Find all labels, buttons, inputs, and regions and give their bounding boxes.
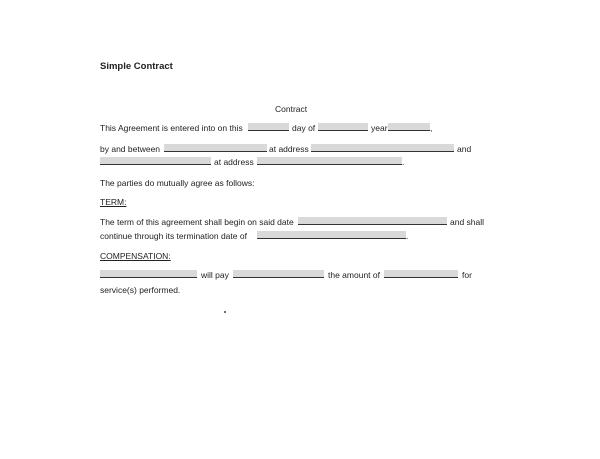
by-and-between-label: by and between <box>100 144 161 154</box>
month-field[interactable] <box>318 123 368 131</box>
line3-period: . <box>402 157 405 167</box>
party2-name-field[interactable] <box>100 157 211 165</box>
amount-field[interactable] <box>384 270 458 278</box>
day-number-field[interactable] <box>248 123 289 131</box>
at-address-label-1: at address <box>269 144 309 154</box>
for-text: for <box>462 270 472 280</box>
line1-comma: , <box>430 123 433 133</box>
term-period: . <box>406 231 409 241</box>
term-continue-text: continue through its termination date of <box>100 231 247 241</box>
party1-name-field[interactable] <box>164 144 267 152</box>
payee-field[interactable] <box>233 270 324 278</box>
day-of-label: day of <box>292 123 316 133</box>
term-begin-text: The term of this agreement shall begin on said date <box>100 217 294 227</box>
services-performed-text: service(s) performed. <box>100 285 181 295</box>
term-heading: TERM: <box>100 197 127 207</box>
year-label: year <box>371 123 388 133</box>
start-date-field[interactable] <box>298 217 447 225</box>
payer-field[interactable] <box>100 270 197 278</box>
party1-address-field[interactable] <box>311 144 454 152</box>
stray-dot <box>224 311 226 313</box>
party2-address-field[interactable] <box>257 157 405 167</box>
compensation-heading: COMPENSATION: <box>100 251 171 261</box>
termination-date-field[interactable] <box>257 231 409 241</box>
document-heading: Simple Contract <box>100 61 173 72</box>
will-pay-text: will pay <box>201 270 229 280</box>
and-shall-text: and shall <box>450 217 485 227</box>
contract-title: Contract <box>275 104 308 114</box>
parties-agree-text: The parties do mutually agree as follows: <box>100 178 255 188</box>
at-address-label-2: at address <box>214 157 254 167</box>
year-field[interactable] <box>388 123 433 133</box>
and-label: and <box>457 144 472 154</box>
agreement-intro-text: This Agreement is entered into on this <box>100 123 243 133</box>
amount-of-text: the amount of <box>328 270 380 280</box>
